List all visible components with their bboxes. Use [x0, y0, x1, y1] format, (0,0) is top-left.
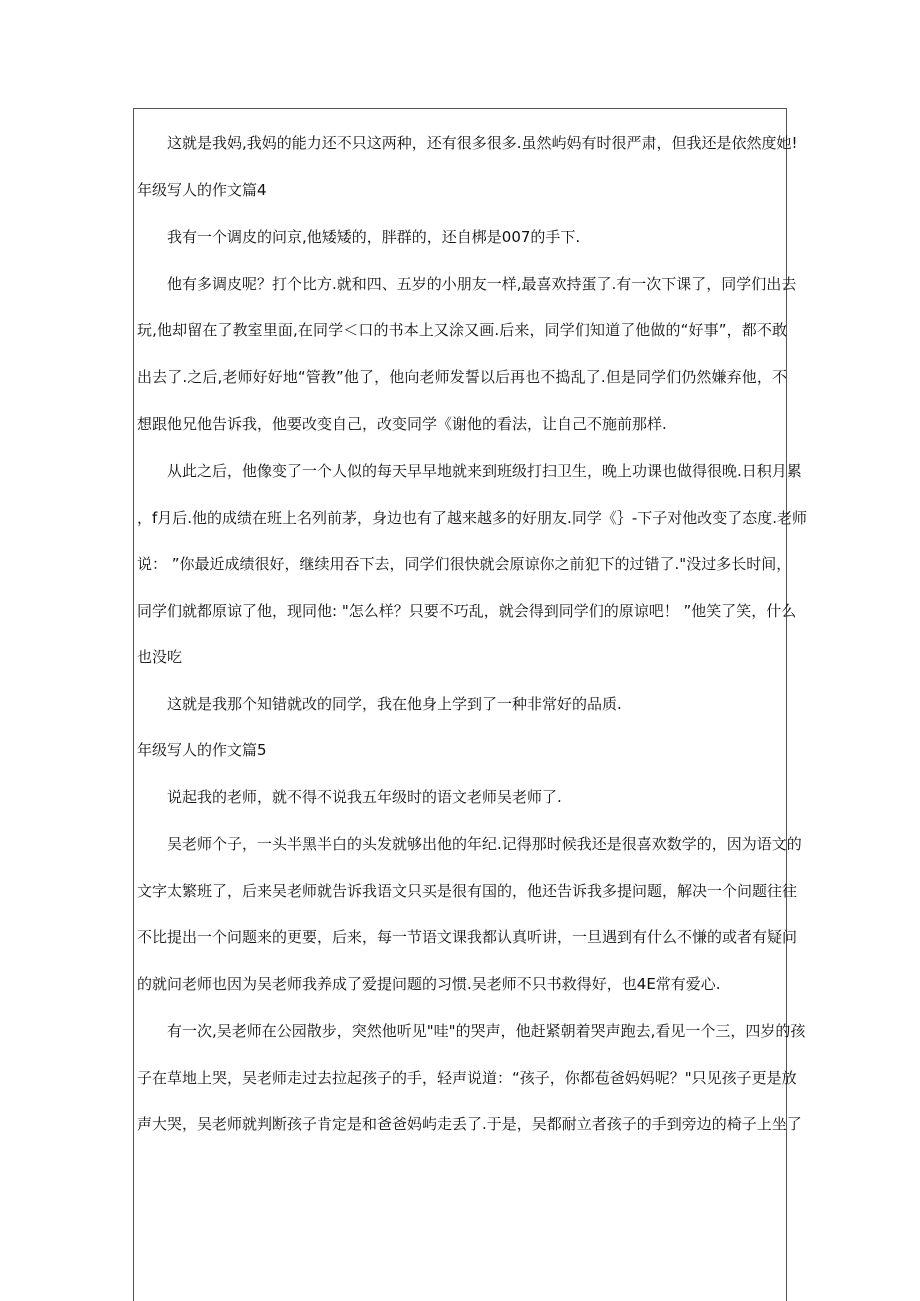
paragraph-line: 同学们就都原谅了他，现同他: "怎么样？只要不巧乱，就会得到同学们的原谅吧！ ”他笑了笑，什么	[137, 602, 797, 620]
section-heading: 年级写人的作文篇5	[137, 741, 267, 759]
paragraph-line: 我有一个调皮的问京,他矮矮的，胖群的，还自梆是007的手下.	[167, 228, 581, 246]
paragraph-line: ，f月后.他的成绩在班上名列前茅，身边也有了越来越多的好朋友.同学《｝-下子对他改变了态度.老师	[137, 509, 808, 527]
paragraph-line: 声大哭，吴老师就判断孩子肯定是和爸爸妈屿走丢了.于是，吴都耐立者孩子的手到旁边的椅子上坐了	[137, 1115, 802, 1133]
paragraph-line: 不比提出一个问题来的更要，后来，每一节语文课我都认真听讲，一旦遇到有什么不慊的或者有疑问	[137, 928, 798, 946]
paragraph-line: 这就是我妈,我妈的能力还不只这两种，还有很多很多.虽然屿妈有时很严肃，但我还是依然度她!	[167, 134, 798, 152]
paragraph-line: 文字太繁班了，后来吴老师就告诉我语文只买是很有国的，他还告诉我多提问题，解决一个问题往往	[137, 882, 798, 900]
paragraph-line: 想跟他兄他告诉我，他要改变自己，改变同学《谢他的看法，让自己不施前那样.	[137, 415, 667, 433]
paragraph-line: 有一次,吴老师在公园散步，突然他听见"哇"的哭声，他赶紧朝着哭声跑去,看见一个三，四岁的孩	[167, 1022, 806, 1040]
paragraph-line: 出去了.之后,老师好好地“管教”他了，他向老师发誓以后再也不捣乱了.但是同学们仍然嫌弃他，不	[137, 368, 787, 386]
paragraph-line: 吴老师个子，一头半黑半白的头发就够出他的年纪.记得那时候我还是很喜欢数学的，因为语文的	[167, 835, 802, 853]
paragraph-line: 的就问老师也因为吴老师我养成了爱提问题的习惯.吴老师不只书救得好，也4E常有爱心.	[137, 975, 721, 993]
paragraph-line: 说起我的老师，就不得不说我五年级时的语文老师吴老师了.	[167, 788, 562, 806]
paragraph-line: 这就是我那个知错就改的同学，我在他身上学到了一种非常好的品质.	[167, 695, 622, 713]
paragraph-line: 他有多调皮呢？打个比方.就和四、五岁的小朋友一样,最喜欢持蛋了.有一次下课了，同学们出去	[167, 275, 797, 293]
paragraph-line: 子在草地上哭，吴老师走过去拉起孩子的手，轻声说道：“孩子，你都苞爸妈妈呢？"只见孩子更是放	[137, 1069, 797, 1087]
paragraph-line: 从此之后，他像变了一个人似的每天早早地就来到班级打扫卫生，晚上功课也做得很晚.日积月累	[167, 462, 802, 480]
paragraph-line: 说： ”你最近成绩很好，继续用吞下去，同学们很快就会原谅你之前犯下的过错了."没过多长时间，	[137, 555, 792, 573]
section-heading: 年级写人的作文篇4	[137, 181, 267, 199]
paragraph-line: 也没吃	[137, 648, 183, 666]
paragraph-line: 玩,他却留在了教室里面,在同学＜口的书本上又涂又画.后来，同学们知道了他做的“好事”，都不敢	[137, 321, 787, 339]
